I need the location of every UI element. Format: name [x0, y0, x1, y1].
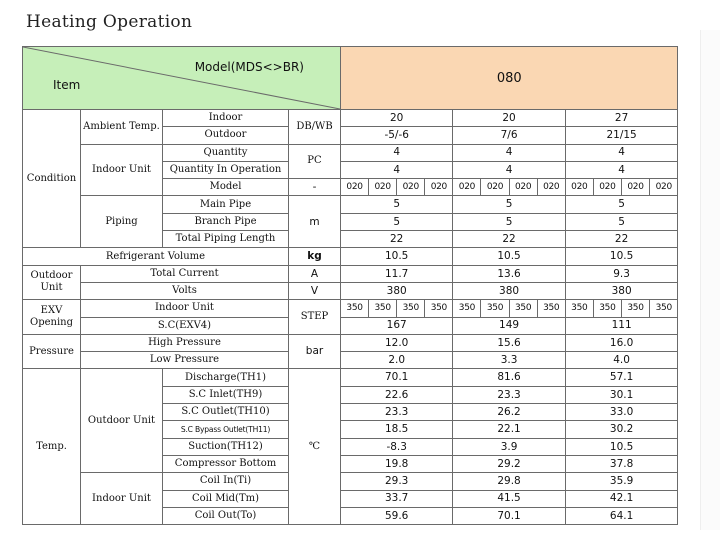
unit-m: m	[289, 196, 341, 248]
outdoor-temp-value: -5/-6	[341, 127, 453, 144]
sc-outlet-value: 33.0	[565, 404, 678, 421]
discharge-value: 70.1	[341, 369, 453, 386]
sc-outlet-label: S.C Outlet(TH10)	[163, 404, 289, 421]
sc-inlet-value: 30.1	[565, 386, 678, 403]
branch-pipe-value: 5	[341, 213, 453, 230]
compressor-bottom-label: Compressor Bottom	[163, 455, 289, 472]
compressor-value: 37.8	[565, 455, 678, 472]
sc-bypass-value: 18.5	[341, 421, 453, 438]
header-row	[23, 47, 678, 110]
high-pressure-value: 15.6	[453, 334, 565, 351]
discharge-value: 81.6	[453, 369, 565, 386]
current-value: 11.7	[341, 265, 453, 282]
suction-value: 10.5	[565, 438, 678, 455]
quantity-value: 4	[341, 144, 453, 161]
low-pressure-label: Low Pressure	[81, 352, 289, 369]
page-title: Heating Operation	[26, 12, 193, 32]
indoor-unit-label: Indoor Unit	[81, 144, 163, 196]
header-value-label: 080	[341, 47, 678, 110]
coil-mid-value: 42.1	[565, 490, 678, 507]
sc-exv4-value: 149	[453, 317, 565, 334]
discharge-value: 57.1	[565, 369, 678, 386]
model-label: Model	[163, 179, 289, 196]
refrigerant-value: 10.5	[453, 248, 565, 265]
main-pipe-value: 5	[453, 196, 565, 213]
table-row	[23, 317, 678, 334]
current-unit: A	[289, 265, 341, 282]
table-row	[23, 352, 678, 369]
exv-indoor-value: 350	[621, 300, 649, 317]
temp-group-label: Temp.	[23, 369, 81, 525]
current-value: 9.3	[565, 265, 678, 282]
condition-group-label: Condition	[23, 110, 81, 248]
refrigerant-unit: kg	[289, 248, 341, 265]
sc-bypass-value: 22.1	[453, 421, 565, 438]
total-piping-value: 22	[453, 231, 565, 248]
unit-pc: PC	[289, 144, 341, 179]
sc-bypass-value: 30.2	[565, 421, 678, 438]
volts-label: Volts	[81, 282, 289, 299]
quantity-in-operation-label: Quantity In Operation	[163, 161, 289, 178]
outdoor-unit-group-label: Outdoor Unit	[23, 265, 81, 300]
exv-indoor-value: 350	[481, 300, 509, 317]
exv-indoor-value: 350	[537, 300, 565, 317]
indoor-temp-value: 27	[565, 110, 678, 127]
refrigerant-volume-label: Refrigerant Volume	[23, 248, 289, 265]
header-model-item-cell	[23, 47, 341, 110]
model-code-value: 020	[650, 179, 678, 196]
discharge-label: Discharge(TH1)	[163, 369, 289, 386]
coil-out-value: 64.1	[565, 507, 678, 524]
refrigerant-value: 10.5	[565, 248, 678, 265]
table-row	[23, 248, 678, 265]
indoor-temp-value: 20	[341, 110, 453, 127]
quantity-value: 4	[453, 144, 565, 161]
coil-in-value: 35.9	[565, 473, 678, 490]
branch-pipe-label: Branch Pipe	[163, 213, 289, 230]
sc-exv4-value: 167	[341, 317, 453, 334]
quantity-in-op-value: 4	[341, 161, 453, 178]
exv-indoor-unit-label: Indoor Unit	[81, 300, 289, 317]
model-code-value: 020	[453, 179, 481, 196]
total-piping-value: 22	[565, 231, 678, 248]
sc-inlet-value: 23.3	[453, 386, 565, 403]
main-pipe-label: Main Pipe	[163, 196, 289, 213]
model-code-value: 020	[593, 179, 621, 196]
coil-in-value: 29.8	[453, 473, 565, 490]
coil-mid-value: 41.5	[453, 490, 565, 507]
exv-indoor-value: 350	[565, 300, 593, 317]
coil-out-value: 70.1	[453, 507, 565, 524]
table-row	[23, 300, 678, 317]
suction-label: Suction(TH12)	[163, 438, 289, 455]
outdoor-temp-value: 21/15	[565, 127, 678, 144]
exv-indoor-value: 350	[509, 300, 537, 317]
table-row	[23, 282, 678, 299]
temp-indoor-unit-label: Indoor Unit	[81, 473, 163, 525]
sc-exv4-value: 111	[565, 317, 678, 334]
suction-value: -8.3	[341, 438, 453, 455]
exv-indoor-value: 350	[650, 300, 678, 317]
refrigerant-value: 10.5	[341, 248, 453, 265]
table-row	[23, 369, 678, 386]
volts-unit: V	[289, 282, 341, 299]
ambient-temp-label: Ambient Temp.	[81, 110, 163, 145]
model-code-value: 020	[537, 179, 565, 196]
pressure-unit: bar	[289, 334, 341, 369]
quantity-value: 4	[565, 144, 678, 161]
low-pressure-value: 2.0	[341, 352, 453, 369]
compressor-value: 29.2	[453, 455, 565, 472]
sc-outlet-value: 23.3	[341, 404, 453, 421]
quantity-in-op-value: 4	[453, 161, 565, 178]
main-pipe-value: 5	[341, 196, 453, 213]
indoor-label: Indoor	[163, 110, 289, 127]
total-piping-value: 22	[341, 231, 453, 248]
model-code-value: 020	[397, 179, 425, 196]
exv-indoor-value: 350	[369, 300, 397, 317]
high-pressure-label: High Pressure	[81, 334, 289, 351]
model-code-value: 020	[425, 179, 453, 196]
sc-bypass-outlet-label: S.C Bypass Outlet(TH11)	[163, 421, 289, 438]
heating-operation-table	[22, 46, 678, 525]
indoor-temp-value: 20	[453, 110, 565, 127]
coil-out-value: 59.6	[341, 507, 453, 524]
exv-indoor-value: 350	[453, 300, 481, 317]
quantity-label: Quantity	[163, 144, 289, 161]
header-item-label: Item	[53, 78, 81, 92]
piping-label: Piping	[81, 196, 163, 248]
exv-indoor-value: 350	[425, 300, 453, 317]
temp-unit: ℃	[289, 369, 341, 525]
coil-mid-value: 33.7	[341, 490, 453, 507]
table-row	[23, 196, 678, 213]
exv-indoor-value: 350	[593, 300, 621, 317]
pressure-group-label: Pressure	[23, 334, 81, 369]
total-current-label: Total Current	[81, 265, 289, 282]
model-code-value: 020	[481, 179, 509, 196]
sc-inlet-value: 22.6	[341, 386, 453, 403]
sc-outlet-value: 26.2	[453, 404, 565, 421]
table-row	[23, 334, 678, 351]
coil-out-label: Coil Out(To)	[163, 507, 289, 524]
header-model-label: Model(MDS<>BR)	[194, 60, 304, 74]
main-pipe-value: 5	[565, 196, 678, 213]
sc-exv4-label: S.C(EXV4)	[81, 317, 289, 334]
coil-mid-label: Coil Mid(Tm)	[163, 490, 289, 507]
model-code-value: 020	[509, 179, 537, 196]
table-row	[23, 144, 678, 161]
coil-in-label: Coil In(Ti)	[163, 473, 289, 490]
model-code-value: 020	[369, 179, 397, 196]
model-code-value: 020	[341, 179, 369, 196]
total-piping-label: Total Piping Length	[163, 231, 289, 248]
branch-pipe-value: 5	[565, 213, 678, 230]
temp-outdoor-unit-label: Outdoor Unit	[81, 369, 163, 473]
quantity-in-op-value: 4	[565, 161, 678, 178]
outdoor-label: Outdoor	[163, 127, 289, 144]
model-code-value: 020	[565, 179, 593, 196]
suction-value: 3.9	[453, 438, 565, 455]
compressor-value: 19.8	[341, 455, 453, 472]
exv-indoor-value: 350	[397, 300, 425, 317]
unit-dbwb: DB/WB	[289, 110, 341, 145]
sc-inlet-label: S.C Inlet(TH9)	[163, 386, 289, 403]
volts-value: 380	[453, 282, 565, 299]
high-pressure-value: 16.0	[565, 334, 678, 351]
low-pressure-value: 4.0	[565, 352, 678, 369]
exv-indoor-value: 350	[341, 300, 369, 317]
table-row	[23, 265, 678, 282]
exv-opening-group-label: EXV Opening	[23, 300, 81, 335]
page-edge-decoration	[700, 30, 720, 530]
outdoor-temp-value: 7/6	[453, 127, 565, 144]
branch-pipe-value: 5	[453, 213, 565, 230]
coil-in-value: 29.3	[341, 473, 453, 490]
step-unit: STEP	[289, 300, 341, 335]
table-row	[23, 110, 678, 127]
volts-value: 380	[565, 282, 678, 299]
current-value: 13.6	[453, 265, 565, 282]
high-pressure-value: 12.0	[341, 334, 453, 351]
volts-value: 380	[341, 282, 453, 299]
model-code-value: 020	[621, 179, 649, 196]
table-row	[23, 473, 678, 490]
model-unit: -	[289, 179, 341, 196]
low-pressure-value: 3.3	[453, 352, 565, 369]
